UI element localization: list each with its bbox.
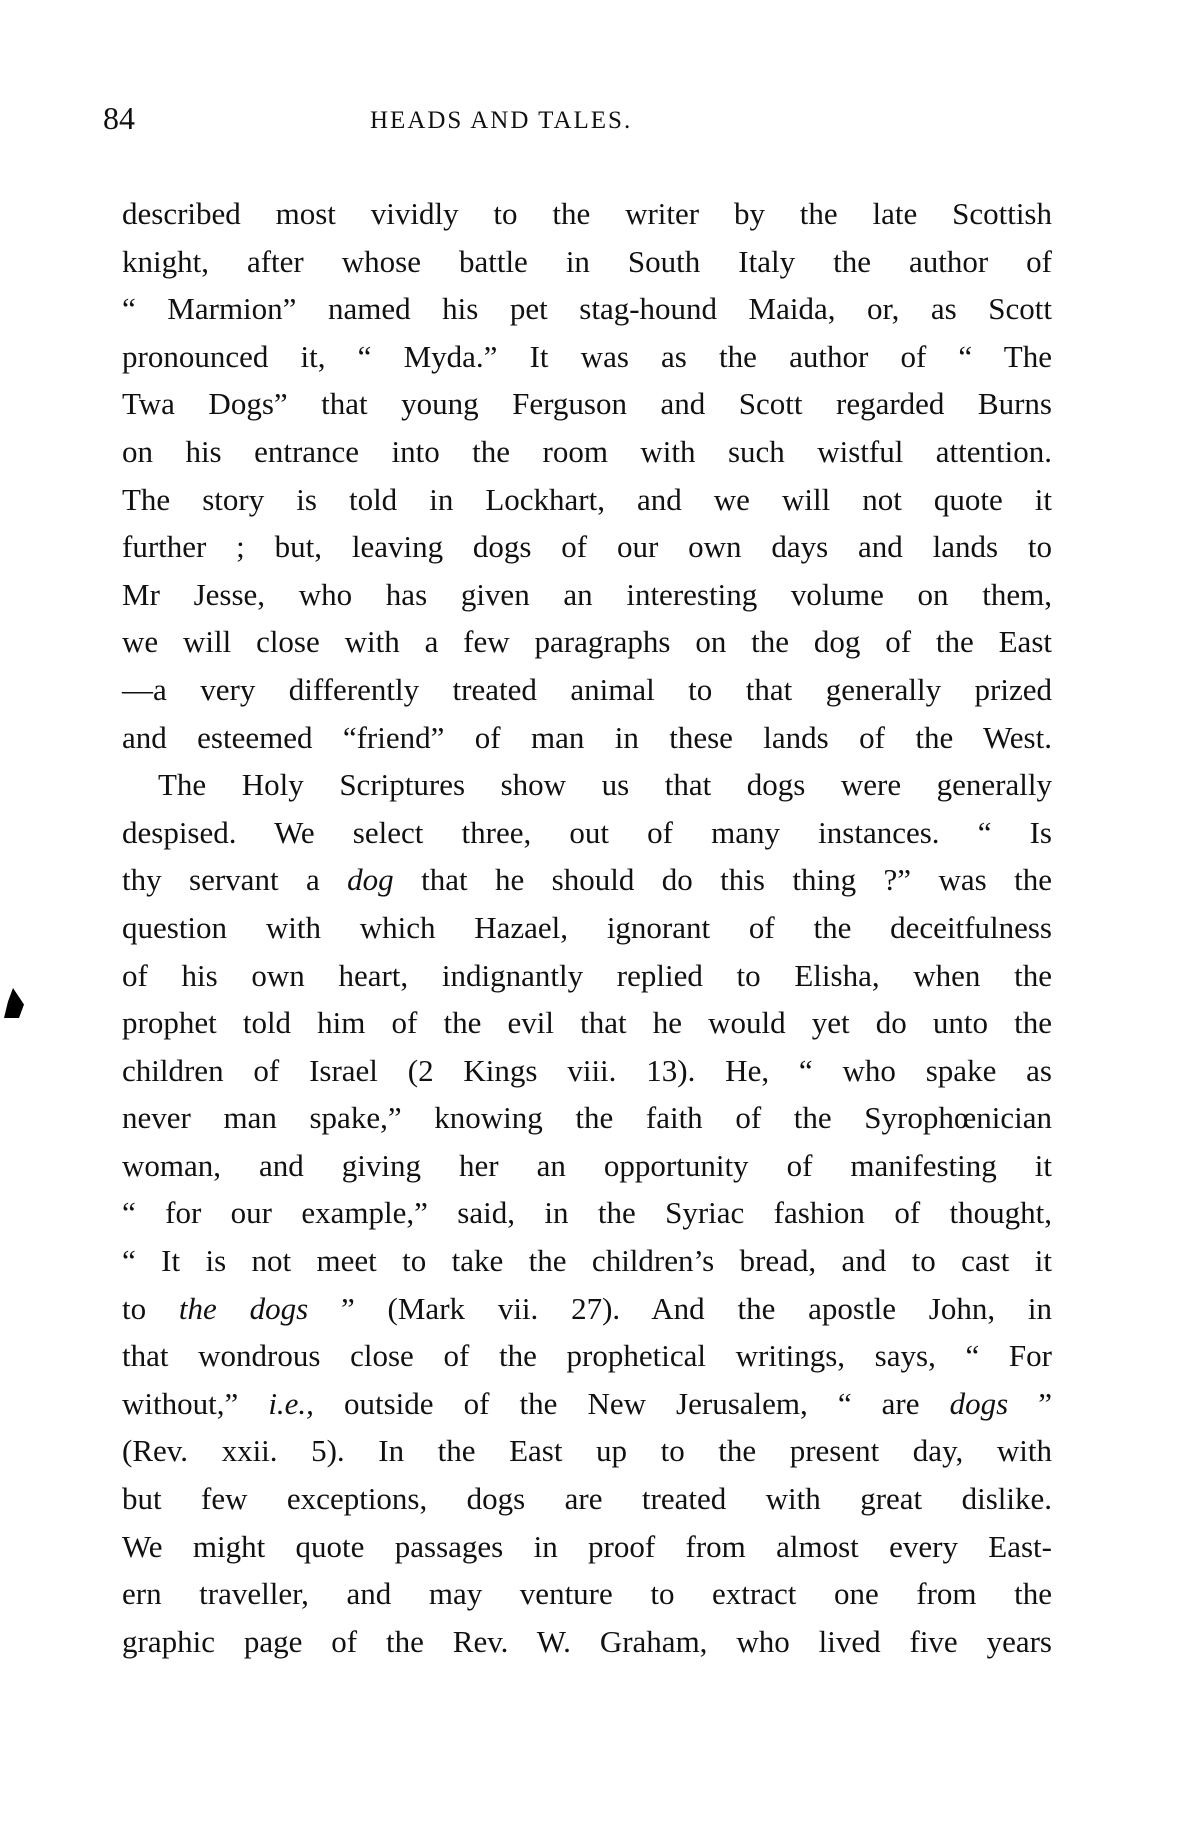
text-run: The story is told in Lockhart, and we will not quote it bbox=[122, 481, 1052, 517]
text-run: without,” bbox=[122, 1385, 269, 1421]
text-run: that wondrous close of the prophetical writings, says, “ For bbox=[122, 1338, 1052, 1374]
italic-text: the dogs bbox=[178, 1290, 309, 1326]
text-line bbox=[122, 1427, 1052, 1475]
text-run: The Holy Scriptures show us that dogs were generally bbox=[158, 767, 1052, 803]
text-run: despised. We select three, out of many instances. “ Is bbox=[122, 814, 1052, 850]
text-line bbox=[122, 666, 1052, 714]
text-line bbox=[122, 1475, 1052, 1523]
text-run: question with which Hazael, ignorant of the deceitfulness bbox=[122, 909, 1052, 945]
text-run: outside of the New Jerusalem, “ are bbox=[313, 1385, 950, 1421]
text-run: further ; but, leaving dogs of our own days and lands to bbox=[122, 529, 1052, 565]
text-run: woman, and giving her an opportunity of manifesting it bbox=[122, 1147, 1052, 1183]
text-line bbox=[122, 333, 1052, 381]
text-run: prophet told him of the evil that he would yet do unto the bbox=[122, 1005, 1052, 1041]
text-run: —a very differently treated animal to that generally prized bbox=[122, 671, 1052, 707]
text-line bbox=[122, 1094, 1052, 1142]
text-line bbox=[122, 1523, 1052, 1571]
text-line bbox=[122, 761, 1052, 809]
text-run: and esteemed “friend” of man in these lands of the West. bbox=[122, 719, 1052, 755]
text-line bbox=[122, 285, 1052, 333]
text-line bbox=[122, 1285, 1052, 1333]
text-run: thy servant a bbox=[122, 862, 348, 898]
text-line bbox=[122, 1142, 1052, 1190]
text-run: ” (Mark vii. 27). And the apostle John, in bbox=[308, 1290, 1052, 1326]
text-line bbox=[122, 238, 1052, 286]
text-run: graphic page of the Rev. W. Graham, who lived five years bbox=[122, 1623, 1052, 1659]
text-line bbox=[122, 1189, 1052, 1237]
text-run: ” bbox=[1008, 1385, 1052, 1421]
text-run: described most vividly to the writer by the late Scottish bbox=[122, 196, 1052, 231]
text-line bbox=[122, 1618, 1052, 1666]
text-run: Twa Dogs” that young Ferguson and Scott regarded Burns bbox=[122, 386, 1052, 422]
text-run: we will close with a few paragraphs on the dog of the East bbox=[122, 624, 1052, 660]
text-line bbox=[122, 856, 1052, 904]
text-run: to bbox=[122, 1290, 179, 1326]
text-line bbox=[122, 999, 1052, 1047]
text-line bbox=[122, 1332, 1052, 1380]
text-line bbox=[122, 1570, 1052, 1618]
text-line bbox=[122, 714, 1052, 762]
text-line bbox=[122, 1047, 1052, 1095]
text-run: “ It is not meet to take the children’s bread, and to cast it bbox=[122, 1243, 1052, 1279]
running-head: HEADS AND TALES. bbox=[370, 107, 633, 134]
text-run: that he should do this thing ?” was the bbox=[393, 862, 1052, 898]
text-line bbox=[122, 952, 1052, 1000]
text-line bbox=[122, 190, 1052, 238]
text-run: (Rev. xxii. 5). In the East up to the present day, with bbox=[122, 1433, 1052, 1469]
text-line bbox=[122, 571, 1052, 619]
text-line bbox=[122, 476, 1052, 524]
text-line bbox=[122, 809, 1052, 857]
text-line bbox=[122, 1380, 1052, 1428]
margin-mark-icon bbox=[4, 988, 24, 1018]
text-line bbox=[122, 1237, 1052, 1285]
text-run: of his own heart, indignantly replied to Elisha, when the bbox=[122, 957, 1052, 993]
italic-text: dog bbox=[347, 862, 394, 898]
text-run: on his entrance into the room with such wistful attention. bbox=[122, 433, 1052, 469]
text-line bbox=[122, 523, 1052, 571]
text-run: ern traveller, and may venture to extract one from the bbox=[122, 1576, 1052, 1612]
text-run: pronounced it, “ Myda.” It was as the author of “ The bbox=[122, 338, 1052, 374]
text-run: “ Marmion” named his pet stag-hound Maida, or, as Scott bbox=[122, 291, 1052, 327]
italic-text: i.e., bbox=[268, 1385, 314, 1421]
page-number: 84 bbox=[103, 100, 135, 136]
text-line bbox=[122, 618, 1052, 666]
text-line bbox=[122, 380, 1052, 428]
text-run: but few exceptions, dogs are treated with great dislike. bbox=[122, 1481, 1052, 1517]
text-line bbox=[122, 428, 1052, 476]
text-run: “ for our example,” said, in the Syriac fashion of thought, bbox=[122, 1195, 1052, 1231]
text-run: We might quote passages in proof from almost every East- bbox=[122, 1528, 1052, 1564]
text-run: never man spake,” knowing the faith of the Syrophœnician bbox=[122, 1100, 1052, 1136]
text-run: Mr Jesse, who has given an interesting volume on them, bbox=[122, 576, 1052, 612]
text-run: children of Israel (2 Kings viii. 13). He, “ who spake as bbox=[122, 1052, 1052, 1088]
text-line bbox=[122, 904, 1052, 952]
text-run: knight, after whose battle in South Italy the author of bbox=[122, 243, 1052, 279]
body-text bbox=[122, 190, 1052, 1665]
italic-text: dogs bbox=[949, 1385, 1009, 1421]
